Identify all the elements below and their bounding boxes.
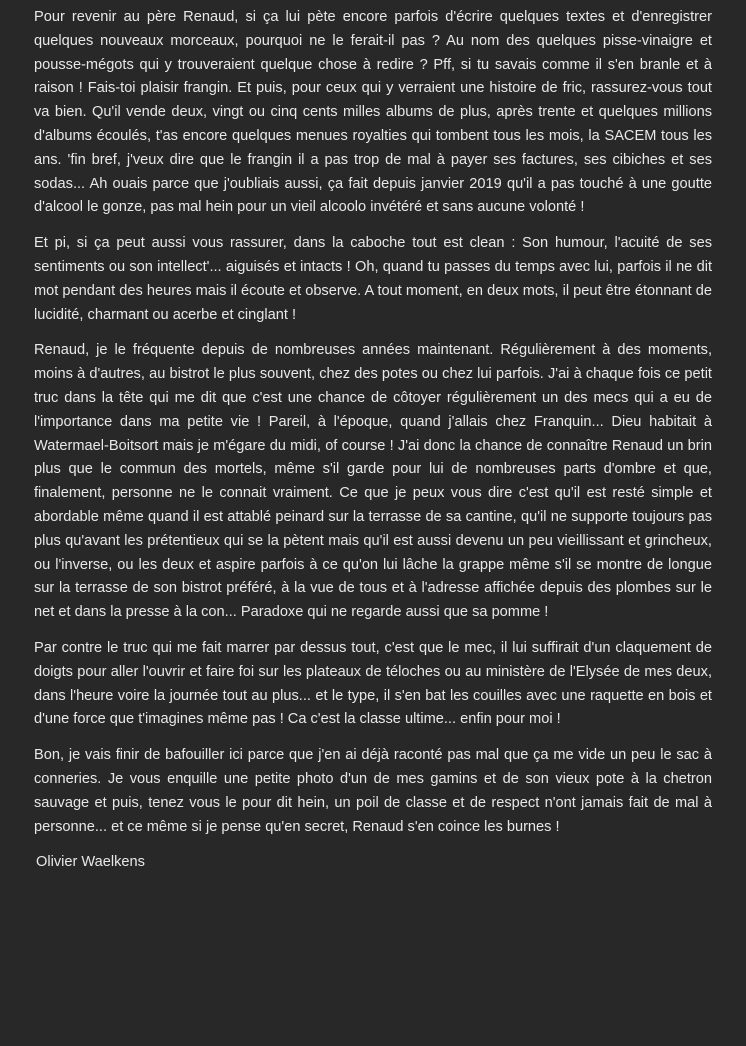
paragraph-5: Bon, je vais finir de bafouiller ici parce que j'en ai déjà raconté pas mal que ça me vide un peu le sac à conneries. Je vous enquille une petite photo d'un de mes gamins et de son vieux pote à la chetron sauvage et puis, tenez vous le pour dit hein, un poil de classe et de respect n'ont jamais fait de mal à personne... et ce même si je pense qu'en secret, Renaud s'en coince les burnes !: [34, 747, 712, 835]
paragraph-2: Et pi, si ça peut aussi vous rassurer, dans la caboche tout est clean : Son humour, l'acuité de ses sentiments ou son intellect'... aiguisés et intacts ! Oh, quand tu passes du temps avec lui, parfois il ne dit mot pendant des heures mais il écoute et observe. A tout moment, en deux mots, il peut être étonnant de lucidité, charmant ou acerbe et cinglant !: [34, 235, 712, 323]
author-signature: Olivier Waelkens: [36, 854, 145, 871]
paragraph-4: Par contre le truc qui me fait marrer par dessus tout, c'est que le mec, il lui suffirait d'un claquement de doigts pour aller l'ouvrir et faire foi sur les plateaux de téloches ou au ministère de l'Elysée de mes deux, dans l'heure voire la journée tout au plus... et le type, il s'en bat les couilles avec une raquette en bois et d'une force que t'imagines même pas ! Ca c'est la classe ultime... enfin pour moi !: [34, 639, 712, 728]
paragraph-1: Pour revenir au père Renaud, si ça lui pète encore parfois d'écrire quelques textes et d'enregistrer quelques nouveaux morceaux, pourquoi ne le ferait-il pas ? Au nom des quelques pisse-vinaigre et pousse-mégots qui y trouveraient quelque chose à redire ? Pff, si tu savais comme il s'en branle et à raison ! Fais-toi plaisir frangin. Et puis, pour ceux qui y verraient une histoire de fric, rassurez-vous tout va bien. Qu'il vende deux, vingt ou cinq cents milles albums de plus, après trente et quelques millions d'albums écoulés, t'as encore quelques menues royalties qui tombent tous les mois, la SACEM tous les ans. 'fin bref, j'veux dire que le frangin il a pas trop de mal à payer ses factures, ses cibiches et ses sodas... Ah ouais parce que j'oubliais aussi, ça fait depuis janvier 2019 qu'il a pas touché à une goutte d'alcool le gonze, pas mal hein pour un vieil alcoolo invétéré et sans aucune volonté !: [34, 9, 712, 216]
article-body: [34, 6, 712, 875]
paragraph-3: Renaud, je le fréquente depuis de nombreuses années maintenant. Régulièrement à des moments, moins à d'autres, au bistrot le plus souvent, chez des potes ou chez lui parfois. J'ai à chaque fois ce petit truc dans la tête qui me dit que c'est une chance de côtoyer régulièrement un des mecs qui a eu de l'importance dans ma petite vie ! Pareil, à l'époque, quand j'allais chez Franquin... Dieu habitait à Watermael-Boitsort mais je m'égare du midi, of course ! J'ai donc la chance de connaître Renaud un brin plus que le commun des mortels, même s'il garde pour lui de nombreuses parts d'ombre et que, finalement, personne ne le connait vraiment. Ce que je peux vous dire c'est qu'il est resté simple et abordable même quand il est attablé peinard sur la terrasse de sa cantine, qu'il ne supporte toujours pas plus qu'avant les prétentieux qui se la pètent mais qu'il est aussi devenu un peu vieillissant et grincheux, ou l'inverse, ou les deux et aspire parfois à ce qu'on lui lâche la grappe même s'il se montre de longue sur la terrasse de son bistrot préféré, à la vue de tous et à l'adresse affichée depuis des plombes sur le net et dans la presse à la con... Paradoxe qui ne regarde aussi que sa pomme !: [34, 342, 712, 621]
